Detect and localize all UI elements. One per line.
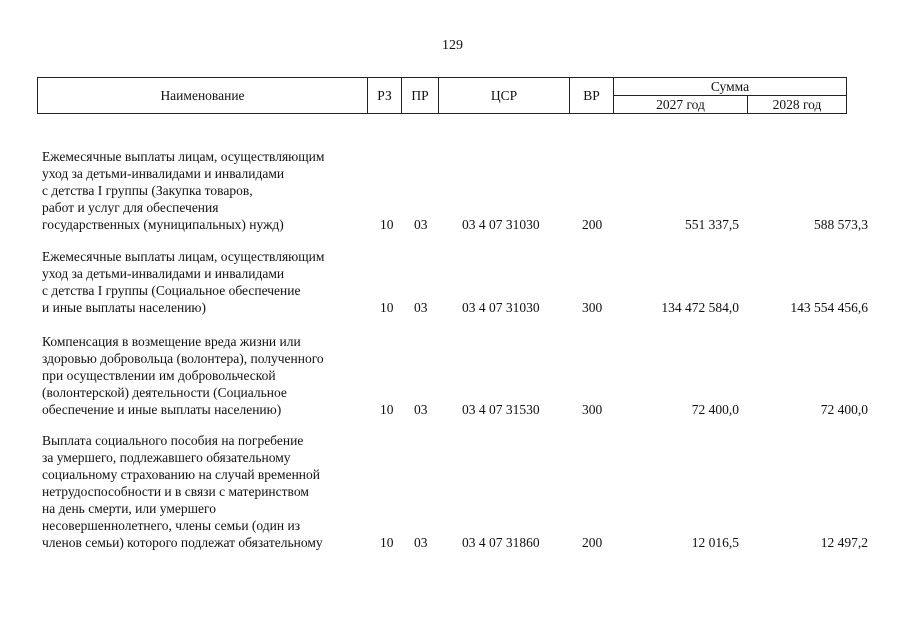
row-name-line: здоровью добровольца (волонтера), полученного [42, 351, 324, 366]
row-name-line: Компенсация в возмещение вреда жизни или [42, 334, 301, 349]
row-name-line: уход за детьми-инвалидами и инвалидами [42, 166, 285, 181]
header-name: Наименование [38, 78, 368, 114]
row-name-line: и иные выплаты населению) [42, 300, 207, 315]
row-name [42, 148, 364, 233]
header-pr: ПР [402, 78, 439, 114]
row-csr: 03 4 07 31030 [462, 300, 540, 315]
row-name-line: с детства I группы (Закупка товаров, [42, 183, 253, 198]
header-year-2028: 2028 год [748, 96, 847, 114]
row-name [42, 432, 364, 551]
row-name [42, 248, 364, 316]
row-csr: 03 4 07 31030 [462, 217, 540, 232]
row-name-line: уход за детьми-инвалидами и инвалидами [42, 266, 285, 281]
row-vr: 200 [582, 217, 603, 232]
header-year-2027: 2027 год [614, 96, 748, 114]
row-amount-2028: 143 554 456,6 [790, 300, 868, 315]
row-amount-2028: 72 400,0 [820, 402, 868, 417]
row-rz: 10 [380, 535, 394, 550]
row-vr: 300 [582, 300, 603, 315]
row-name-line: при осуществлении им добровольческой [42, 368, 276, 383]
row-name-line: Выплата социального пособия на погребение [42, 433, 304, 448]
row-name-line: на день смерти, или умершего [42, 501, 216, 516]
header-rz: РЗ [368, 78, 402, 114]
row-name-line: за умершего, подлежавшего обязательному [42, 450, 291, 465]
row-amount-2027: 12 016,5 [691, 535, 739, 550]
row-name-line: нетрудоспособности и в связи с материнством [42, 484, 309, 499]
row-amount-2028: 588 573,3 [814, 217, 868, 232]
row-name-line: членов семьи) которого подлежат обязательному [42, 535, 323, 550]
row-name-line: работ и услуг для обеспечения [42, 200, 219, 215]
row-name-line: Ежемесячные выплаты лицам, осуществляющим [42, 249, 325, 264]
header-vr: ВР [570, 78, 614, 114]
row-name-line: обеспечение и иные выплаты населению) [42, 402, 282, 417]
row-name-line: с детства I группы (Социальное обеспечение [42, 283, 301, 298]
row-rz: 10 [380, 402, 394, 417]
row-pr: 03 [414, 535, 428, 550]
row-pr: 03 [414, 217, 428, 232]
row-amount-2027: 134 472 584,0 [661, 300, 739, 315]
row-amount-2027: 551 337,5 [685, 217, 739, 232]
row-amount-2027: 72 400,0 [691, 402, 739, 417]
row-csr: 03 4 07 31860 [462, 535, 540, 550]
row-pr: 03 [414, 300, 428, 315]
row-name-line: Ежемесячные выплаты лицам, осуществляющим [42, 149, 325, 164]
table-header [37, 77, 847, 114]
row-rz: 10 [380, 300, 394, 315]
row-name-line: социальному страхованию на случай временной [42, 467, 320, 482]
row-name [42, 333, 364, 418]
header-csr: ЦСР [439, 78, 570, 114]
row-csr: 03 4 07 31530 [462, 402, 540, 417]
row-name-line: несовершеннолетнего, члены семьи (один из [42, 518, 301, 533]
page-number: 129 [442, 38, 463, 53]
row-name-line: государственных (муниципальных) нужд) [42, 217, 284, 232]
row-amount-2028: 12 497,2 [820, 535, 868, 550]
header-sum: Сумма [614, 78, 847, 96]
row-pr: 03 [414, 402, 428, 417]
row-vr: 200 [582, 535, 603, 550]
row-vr: 300 [582, 402, 603, 417]
row-name-line: (волонтерской) деятельности (Социальное [42, 385, 287, 400]
row-rz: 10 [380, 217, 394, 232]
